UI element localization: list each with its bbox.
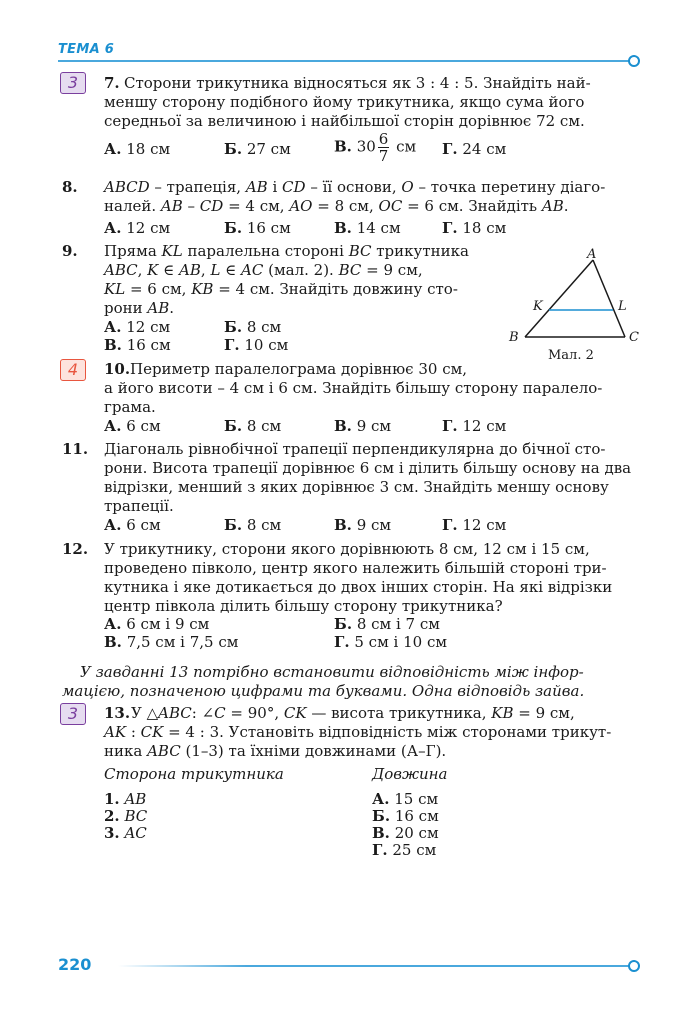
q8-option-a[interactable]: А. 12 см	[104, 219, 171, 237]
q12-number: 12.	[62, 540, 89, 558]
intro13-line2: мацією, позначеною цифрами та буквами. Одна відповідь зайва.	[62, 682, 585, 700]
q9-line2: ABC, K ∈ AB, L ∈ AC (мал. 2). BC = 9 см,	[104, 261, 423, 279]
q13-line1: У △ABC: ∠C = 90°, CK — висота трикутника, KB = 9 см,	[131, 704, 575, 722]
label-b: B	[509, 330, 519, 345]
header-rule-end	[628, 55, 640, 67]
q13-col2-header: Довжина	[372, 765, 448, 783]
q9-number: 9.	[62, 242, 78, 260]
q12-line3: кутника і яке дотикається до двох інших сторін. На які відрізки	[104, 578, 613, 596]
q7-option-b[interactable]: Б. 27 см	[224, 140, 291, 158]
q9-option-b[interactable]: Б. 8 см	[224, 318, 282, 336]
q10-option-b[interactable]: Б. 8 см	[224, 417, 282, 435]
q13-right-item-d[interactable]: Г. 25 см	[372, 841, 437, 859]
q13-right-item-a[interactable]: А. 15 см	[372, 790, 439, 808]
header-rule	[58, 60, 632, 62]
q11-line1: Діагональ рівнобічної трапеції перпендикулярна до бічної сто-	[104, 440, 606, 458]
q8-number: 8.	[62, 178, 78, 196]
q9-line4: рони AB.	[104, 299, 175, 317]
label-a: A	[587, 247, 597, 262]
q8-line1: ABCD – трапеція, AB і CD – її основи, O – точка перетину діаго-	[104, 178, 606, 196]
q8-option-c[interactable]: В. 14 см	[334, 219, 401, 237]
q7-line2: меншу сторону подібного йому трикутника, якщо сума його	[104, 93, 585, 111]
q9-option-c[interactable]: В. 16 см	[104, 336, 171, 354]
q13-left-item-2[interactable]: 2. BC	[104, 807, 148, 825]
q9-option-d[interactable]: Г. 10 см	[224, 336, 289, 354]
q13-right-item-c[interactable]: В. 20 см	[372, 824, 439, 842]
q12-option-a[interactable]: А. 6 см і 9 см	[104, 615, 210, 633]
page-number: 220	[58, 955, 92, 974]
q7-option-d[interactable]: Г. 24 см	[442, 140, 507, 158]
q11-line2: рони. Висота трапеції дорівнює 6 см і ділить більшу основу на два	[104, 459, 632, 477]
q12-line1: У трикутнику, сторони якого дорівнюють 8 см, 12 см і 15 см,	[104, 540, 590, 558]
q11-option-a[interactable]: А. 6 см	[104, 516, 161, 534]
q10-number: 10.	[104, 360, 131, 378]
q11-option-d[interactable]: Г. 12 см	[442, 516, 507, 534]
q11-line3: відрізки, менший з яких дорівнює 3 см. Знайдіть меншу основу	[104, 478, 609, 496]
level-4-badge: 4	[60, 359, 86, 381]
q12-line4: центр півкола ділить більшу сторону трикутника?	[104, 597, 503, 615]
intro13-line1: У завданні 13 потрібно встановити відповідність між інфор-	[80, 663, 584, 681]
level-3-badge: 3	[60, 72, 86, 94]
q13-col1-header: Сторона трикутника	[104, 765, 284, 783]
q8-option-d[interactable]: Г. 18 см	[442, 219, 507, 237]
q13-line2: AK : CK = 4 : 3. Установіть відповідність між сторонами трикут-	[104, 723, 612, 741]
label-l: L	[618, 299, 627, 314]
label-c: C	[629, 330, 639, 345]
q13-left-item-3[interactable]: 3. AC	[104, 824, 147, 842]
q10-line2: а його висоти – 4 см і 6 см. Знайдіть більшу сторону паралело-	[104, 379, 603, 397]
q8-option-b[interactable]: Б. 16 см	[224, 219, 291, 237]
q8-line2: налей. AB – CD = 4 см, AO = 8 см, OC = 6 см. Знайдіть AB.	[104, 197, 569, 215]
q12-option-d[interactable]: Г. 5 см і 10 см	[334, 633, 448, 651]
q13-line3: ника ABC (1–3) та їхніми довжинами (А–Г).	[104, 742, 447, 760]
footer-rule-end	[628, 960, 640, 972]
label-k: K	[533, 299, 543, 314]
q12-option-b[interactable]: Б. 8 см і 7 см	[334, 615, 440, 633]
q7-option-c[interactable]: В. 30 $\frac{6}{7}$ см	[334, 130, 417, 165]
q11-option-c[interactable]: В. 9 см	[334, 516, 392, 534]
figure-caption: Мал. 2	[548, 348, 594, 363]
triangle-figure	[500, 245, 650, 365]
q12-line2: проведено півколо, центр якого належить більшій стороні три-	[104, 559, 607, 577]
q11-number: 11.	[62, 440, 89, 458]
q11-option-b[interactable]: Б. 8 см	[224, 516, 282, 534]
q12-option-c[interactable]: В. 7,5 см і 7,5 см	[104, 633, 239, 651]
q7-number: 7.	[104, 74, 120, 92]
q10-option-d[interactable]: Г. 12 см	[442, 417, 507, 435]
q10-line3: грама.	[104, 398, 156, 416]
level-3-badge-2: 3	[60, 703, 86, 725]
q9-line3: KL = 6 см, KB = 4 см. Знайдіть довжину сто-	[104, 280, 458, 298]
footer-rule	[118, 965, 632, 967]
q13-right-item-b[interactable]: Б. 16 см	[372, 807, 439, 825]
q10-option-c[interactable]: В. 9 см	[334, 417, 392, 435]
q7-line1: Сторони трикутника відносяться як 3 : 4 : 5. Знайдіть най-	[124, 74, 591, 92]
theme-label: ТЕМА 6	[58, 42, 115, 57]
q13-number: 13.	[104, 704, 131, 722]
q13-left-item-1[interactable]: 1. AB	[104, 790, 147, 808]
q9-line1: Пряма KL паралельна стороні BC трикутника	[104, 242, 469, 260]
q10-line1: Периметр паралелограма дорівнює 30 см,	[130, 360, 468, 378]
q10-option-a[interactable]: А. 6 см	[104, 417, 161, 435]
q7-line3: середньої за величиною і найбільшої сторін дорівнює 72 см.	[104, 112, 585, 130]
q7-option-a[interactable]: А. 18 см	[104, 140, 171, 158]
q11-line4: трапеції.	[104, 497, 174, 515]
q9-option-a[interactable]: А. 12 см	[104, 318, 171, 336]
